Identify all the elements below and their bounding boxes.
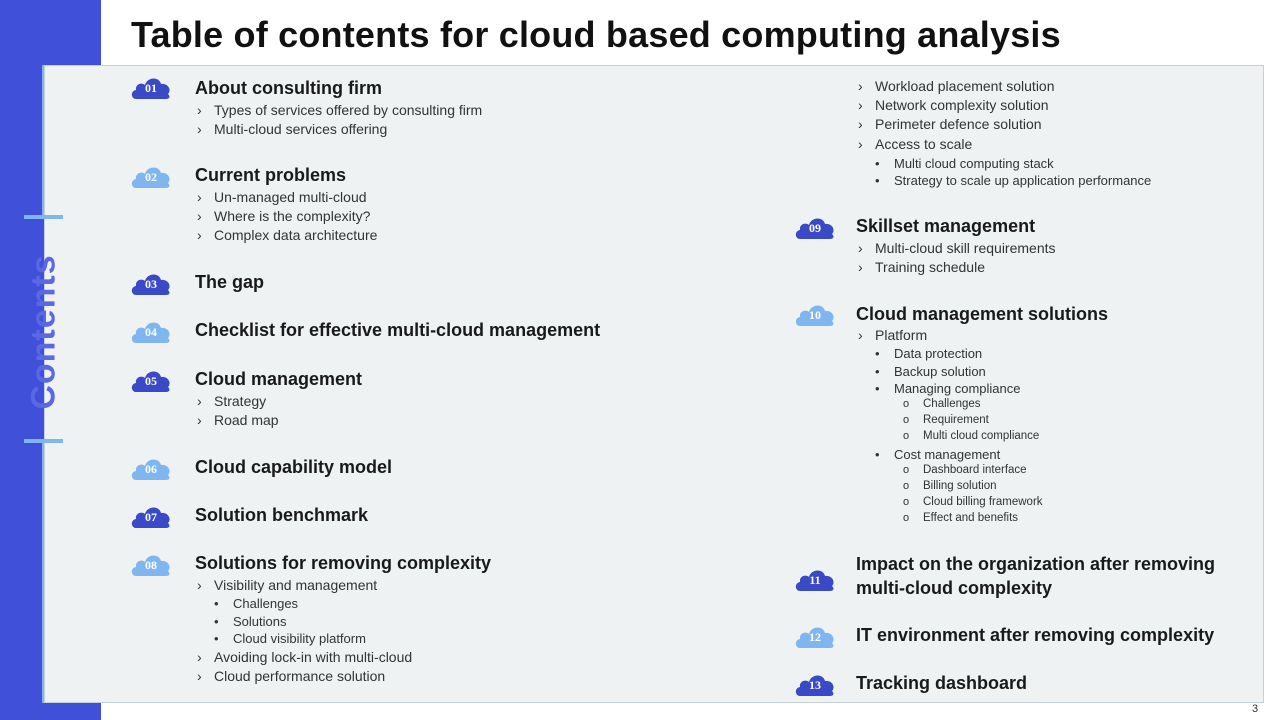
section-title[interactable]: The gap — [195, 272, 265, 292]
cloud-icon — [130, 162, 172, 190]
section-title[interactable]: Cloud management solutions — [856, 304, 1109, 324]
section-number: 10 — [809, 308, 821, 322]
section-number: 02 — [145, 170, 157, 184]
section-title[interactable]: Solution benchmark — [195, 505, 369, 525]
sidebar-tick-top — [24, 215, 63, 219]
bullet-item[interactable]: • Data protection — [875, 346, 983, 361]
sub-item[interactable]: › Perimeter defence solution — [858, 116, 1042, 132]
sidebar-tick-bottom — [24, 439, 63, 443]
sub-item[interactable]: › Strategy — [197, 393, 267, 409]
sub-item[interactable]: › Cloud performance solution — [197, 668, 386, 684]
section-title[interactable]: Solutions for removing complexity — [195, 553, 492, 573]
sub-item[interactable]: › Complex data architecture — [197, 227, 378, 243]
cloud-icon — [130, 454, 172, 482]
sub-item[interactable]: › Training schedule — [858, 259, 985, 275]
section-number: 12 — [809, 630, 821, 644]
section-number: 01 — [145, 81, 157, 95]
section-number: 13 — [809, 678, 821, 692]
sub-item[interactable]: › Avoiding lock-in with multi-cloud — [197, 649, 413, 665]
cloud-icon — [794, 300, 836, 328]
page-number: 3 — [1252, 703, 1259, 715]
section-title[interactable]: Skillset management — [856, 216, 1036, 236]
vertical-rule-bottom — [42, 441, 44, 703]
sub-item[interactable]: › Types of services offered by consulting firm — [197, 102, 483, 118]
bullet-item[interactable]: • Challenges — [214, 596, 299, 611]
circle-item[interactable]: o Multi cloud compliance — [903, 430, 1040, 442]
cloud-icon — [794, 622, 836, 650]
sub-item[interactable]: › Multi-cloud services offering — [197, 121, 388, 137]
sub-item[interactable]: › Where is the complexity? — [197, 208, 371, 224]
sub-item[interactable]: › Un-managed multi-cloud — [197, 189, 367, 205]
sub-item[interactable]: › Network complexity solution — [858, 97, 1049, 113]
bullet-item[interactable]: • Cost management — [875, 447, 1001, 462]
bullet-item[interactable]: • Solutions — [214, 614, 287, 629]
cloud-icon — [130, 366, 172, 394]
vertical-rule-top — [42, 65, 44, 216]
section-number: 06 — [145, 462, 157, 476]
section-number: 04 — [145, 325, 157, 339]
section-number: 08 — [145, 558, 157, 572]
sub-item[interactable]: › Visibility and management — [197, 577, 378, 593]
circle-item[interactable]: o Billing solution — [903, 480, 997, 492]
sidebar-label: Contents — [24, 254, 63, 410]
circle-item[interactable]: o Dashboard interface — [903, 464, 1027, 476]
circle-item[interactable]: o Effect and benefits — [903, 512, 1019, 524]
section-number: 07 — [145, 510, 157, 524]
section-title[interactable]: Checklist for effective multi-cloud management — [195, 320, 601, 340]
sub-item[interactable]: › Platform — [858, 327, 928, 343]
section-number: 11 — [809, 573, 821, 587]
section-title[interactable]: Tracking dashboard — [856, 673, 1028, 693]
bullet-item[interactable]: • Managing compliance — [875, 381, 1021, 396]
cloud-icon — [130, 550, 172, 578]
section-number: 03 — [145, 277, 157, 291]
cloud-icon — [794, 565, 836, 593]
section-title-continued[interactable]: multi-cloud complexity — [856, 578, 1053, 598]
section-number: 09 — [809, 221, 821, 235]
cloud-icon — [130, 502, 172, 530]
cloud-icon — [130, 73, 172, 101]
section-title[interactable]: IT environment after removing complexity — [856, 625, 1215, 645]
bullet-item[interactable]: • Multi cloud computing stack — [875, 156, 1054, 171]
section-title[interactable]: Cloud management — [195, 369, 363, 389]
section-title[interactable]: About consulting firm — [195, 78, 382, 98]
cloud-icon — [794, 670, 836, 698]
circle-item[interactable]: o Requirement — [903, 414, 989, 426]
sub-item[interactable]: › Workload placement solution — [858, 78, 1055, 94]
circle-item[interactable]: o Challenges — [903, 398, 981, 410]
cloud-icon — [130, 269, 172, 297]
section-number: 05 — [145, 374, 157, 388]
section-title[interactable]: Impact on the organization after removing — [856, 554, 1216, 574]
cloud-icon — [794, 213, 836, 241]
page-title: Table of contents for cloud based computing analysis — [131, 14, 1061, 55]
section-title[interactable]: Cloud capability model — [195, 457, 393, 477]
section-title[interactable]: Current problems — [195, 165, 347, 185]
sub-item[interactable]: › Road map — [197, 412, 279, 428]
bullet-item[interactable]: • Cloud visibility platform — [214, 631, 366, 646]
sub-item[interactable]: › Multi-cloud skill requirements — [858, 240, 1056, 256]
cloud-icon — [130, 317, 172, 345]
bullet-item[interactable]: • Backup solution — [875, 364, 986, 379]
circle-item[interactable]: o Cloud billing framework — [903, 496, 1043, 508]
bullet-item[interactable]: • Strategy to scale up application performance — [875, 173, 1152, 188]
sub-item[interactable]: › Access to scale — [858, 136, 973, 152]
